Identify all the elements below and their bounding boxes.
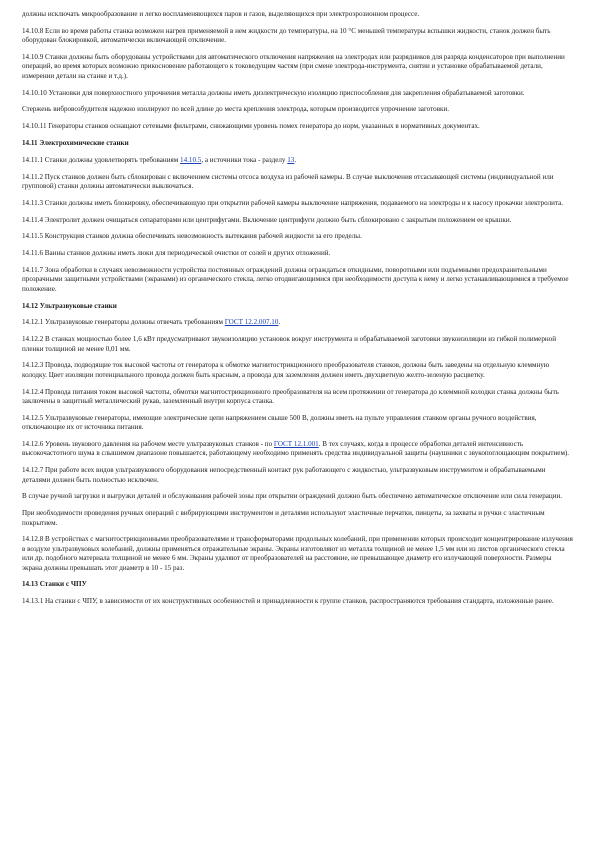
paragraph: 14.12.8 В устройствах с магнитострикционными преобразователями и трансформаторами продольных колебаний, при применении которых происходит концентрирование излучения в воздухе ультразвуковых колебаний, должны применяться отражательные экраны. Экраны изготовляют из металла толщиной не менее 1,5 мм или из листов органического стекла или др. подобного материала толщиной не менее 6 мм. Экраны удаляют от преобразователей на расстояние, не превышающее диаметр его излучающей поверхности. Размеры экрана должны превышать этот диаметр в 10 - 15 раз. [22, 535, 573, 572]
paragraph [22, 156, 573, 165]
reference-link[interactable]: 14.10.5 [180, 155, 202, 164]
paragraph-text: 14.12.1 Ультразвуковые генераторы должны отвечать требованиям [22, 318, 225, 327]
paragraph: 14.13.1 На станки с ЧПУ, в зависимости от их конструктивных особенностей и принадлежности к группе станков, распространяются требования стандарта, изложенные ранее. [22, 597, 554, 606]
paragraph: 14.12.3 Провода, подводящие ток высокой частоты от генератора к обмотке магнитострикционного преобразователя станков, должны быть заведены на отдельную клеммную колодку. Цвет изоляции потенциального провода должен быть красным, а провода для заземления должен иметь двухцветную желто-зеленую расцветку. [22, 361, 550, 379]
paragraph: В случае ручной загрузки и выгрузки деталей и обслуживания рабочей зоны при открытии ограждений должно быть обеспечено автоматическое отключение или сила генерации. [22, 492, 563, 501]
paragraph: 14.11.5 Конструкция станков должна обеспечивать невозможность вытекания рабочей жидкости за его пределы. [22, 232, 362, 241]
paragraph: 14.12.4 Провода питания током высокой частоты, обмотки магнитострикционного преобразователя на всем протяжении от генератора до клеммной колодки станка должны быть заключены в защитный металлический рукав, заземленный внутри корпуса станка. [22, 387, 559, 405]
section-heading: 14.12 Ультразвуковые станки [22, 301, 117, 310]
reference-link[interactable]: 13 [287, 155, 295, 164]
paragraph: должны исключать микрообразование и легко воспламеняющихся паров и газов, выделяющихся при электроэрозионном процессе. [22, 10, 420, 18]
paragraph: 14.11.2 Пуск станков должен быть сблокирован с включением системы отсоса воздуха из рабочей камеры. В случае выключения отсасывающей системы (индивидуальной или групповой) станки должны автоматически выключаться. [22, 172, 554, 190]
paragraph [22, 318, 573, 327]
paragraph: 14.11.4 Электролит должен очищаться сепараторами или центрифугами. Включение центрифуги должно быть сблокировано с закрытым положением ее крышки. [22, 215, 512, 224]
paragraph: 14.11.6 Ванны станков должны иметь люки для периодической очистки от солей и других отложений. [22, 249, 331, 258]
paragraph: 14.10.10 Установки для поверхностного упрочнения металла должны иметь диэлектрическую изоляцию приспособления для закрепления обрабатываемой заготовки. [22, 88, 525, 97]
paragraph-text: 14.11.1 Станки должны удовлетворять требованиям [22, 155, 181, 164]
paragraph: 14.10.8 Если во время работы станка возможен нагрев применяемой в нем жидкости до температуры, на 10 °С меньшей температуры вспышки жидкости, станок должен быть оборудован блокировкой, автоматически включающей отключение. [22, 26, 551, 45]
section-heading: 14.11 Электрохимические станки [22, 139, 129, 147]
paragraph: Стержень вибровозбудителя надежно изолируют по всей длине до места крепления электрода, которым производится упрочнение заготовки. [22, 105, 450, 114]
paragraph: 14.10.11 Генераторы станков оснащают сетевыми фильтрами, снижающими уровень помех генератора до норм, указанных в нормативных документах. [22, 122, 480, 131]
paragraph: 14.10.9 Станки должны быть оборудованы устройствами для автоматического отключения напряжения на электродах или разрядников для разряда конденсаторов при выполнении операций, во время которых возможно прикосновение работающего к токоведущим частям (при смене электрода-инструмента, снятии и установке обрабатываемой детали, измерении детали на станке и т.д.). [22, 53, 565, 80]
paragraph: 14.11.7 Зона обработки в случаях невозможности устройства постоянных ограждений должна ограждаться откидными, поворотными или подъемными предохранительными прозрачными защитными устройствами (экранами) из органического стекла, легко отодвигающимися при необходимости доступа к нему и легко устанавливающимися в требуемое положение. [22, 265, 569, 293]
section-heading: 14.13 Станки с ЧПУ [22, 580, 87, 589]
paragraph-text: . В тех случаях, когда в процессе обработки деталей интенсивность высокочастотного шума в слышимом диапазоне повышается, работающему необходимо применять средства индивидуальной защиты (наушники с звукопоглощающим покрытием). [22, 440, 570, 458]
paragraph: При необходимости проведения ручных операций с вибрирующими инструментом и деталями используют эластичные перчатки, пинцеты, за захваты и ручки с эластичным покрытием. [22, 509, 545, 527]
paragraph: 14.11.3 Станки должны иметь блокировку, обеспечивающую при открытии рабочей камеры выключение напряжения, подаваемого на электроды и к насосу прокачки электролита. [22, 198, 564, 207]
paragraph-text: 14.12.6 Уровень звукового давления на рабочем месте ультразвуковых станков - по [22, 440, 274, 448]
reference-link[interactable]: ГОСТ 12.2.007.10 [224, 318, 279, 327]
paragraph-text: , а источники тока - разделу [201, 155, 288, 164]
paragraph [22, 440, 573, 459]
paragraph-text: . [294, 155, 297, 164]
paragraph: 14.12.2 В станках мощностью более 1,6 кВт предусматривают звукоизоляцию установок вокруг инструмента и обрабатываемой заготовки звукоизоляции из гибкой полимерной пленки толщиной не менее 0,01 мм. [22, 335, 557, 353]
paragraph: 14.12.5 Ультразвуковые генераторы, имеющие электрические цепи напряжением свыше 500 В, должны иметь на пульте управления станком органы ручного воздействия, отключающие их от источника питания. [22, 413, 537, 432]
reference-link[interactable]: ГОСТ 12.1.001 [273, 440, 319, 448]
paragraph: 14.12.7 При работе всех видов ультразвукового оборудования непосредственный контакт рук работающего с жидкостью, ультразвуковым инструментом и обрабатываемыми деталями должен быть полностью исключен. [22, 466, 546, 484]
paragraph-text: . [278, 318, 281, 327]
